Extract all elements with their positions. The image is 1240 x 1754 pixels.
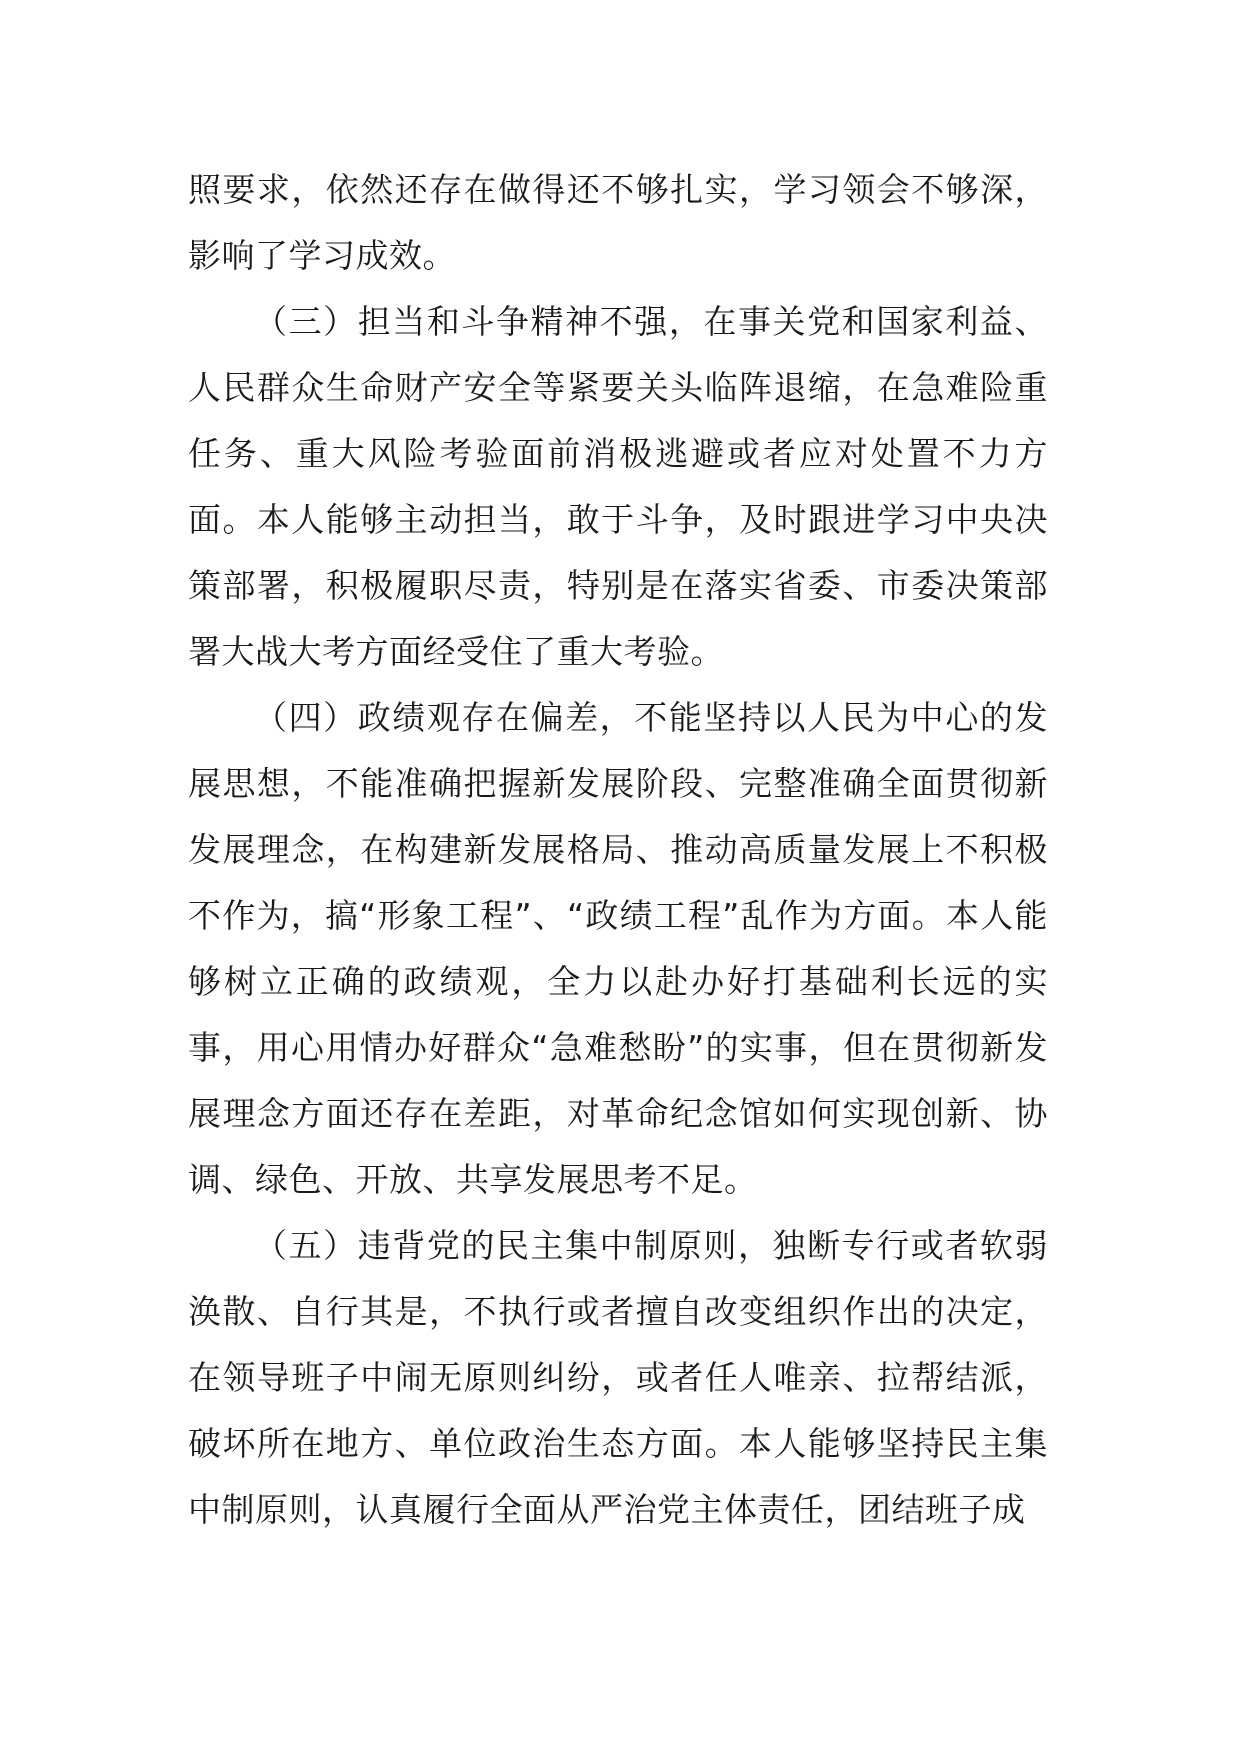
document-body [188, 157, 1048, 1543]
paragraph-section-4: （四）政绩观存在偏差，不能坚持以人民为中心的发展思想，不能准确把握新发展阶段、完整准确全面贯彻新发展理念，在构建新发展格局、推动高质量发展上不积极不作为，搞“形象工程”、“政绩工程”乱作为方面。本人能够树立正确的政绩观，全力以赴办好打基础利长远的实事，用心用情办好群众“急难愁盼”的实事，但在贯彻新发展理念方面还存在差距，对革命纪念馆如何实现创新、协调、绿色、开放、共享发展思考不足。 [188, 698, 1048, 1199]
paragraph-section-3: （三）担当和斗争精神不强，在事关党和国家利益、人民群众生命财产安全等紧要关头临阵退缩，在急难险重任务、重大风险考验面前消极逃避或者应对处置不力方面。本人能够主动担当，敢于斗争，及时跟进学习中央决策部署，积极履职尽责，特别是在落实省委、市委决策部署大战大考方面经受住了重大考验。 [188, 302, 1048, 671]
paragraph-section-5: （五）违背党的民主集中制原则，独断专行或者软弱涣散、自行其是，不执行或者擅自改变组织作出的决定，在领导班子中闹无原则纠纷，或者任人唯亲、拉帮结派，破坏所在地方、单位政治生态方面。本人能够坚持民主集中制原则，认真履行全面从严治党主体责任，团结班子成 [188, 1226, 1048, 1529]
paragraph-continuation: 照要求，依然还存在做得还不够扎实，学习领会不够深，影响了学习成效。 [188, 170, 1048, 275]
